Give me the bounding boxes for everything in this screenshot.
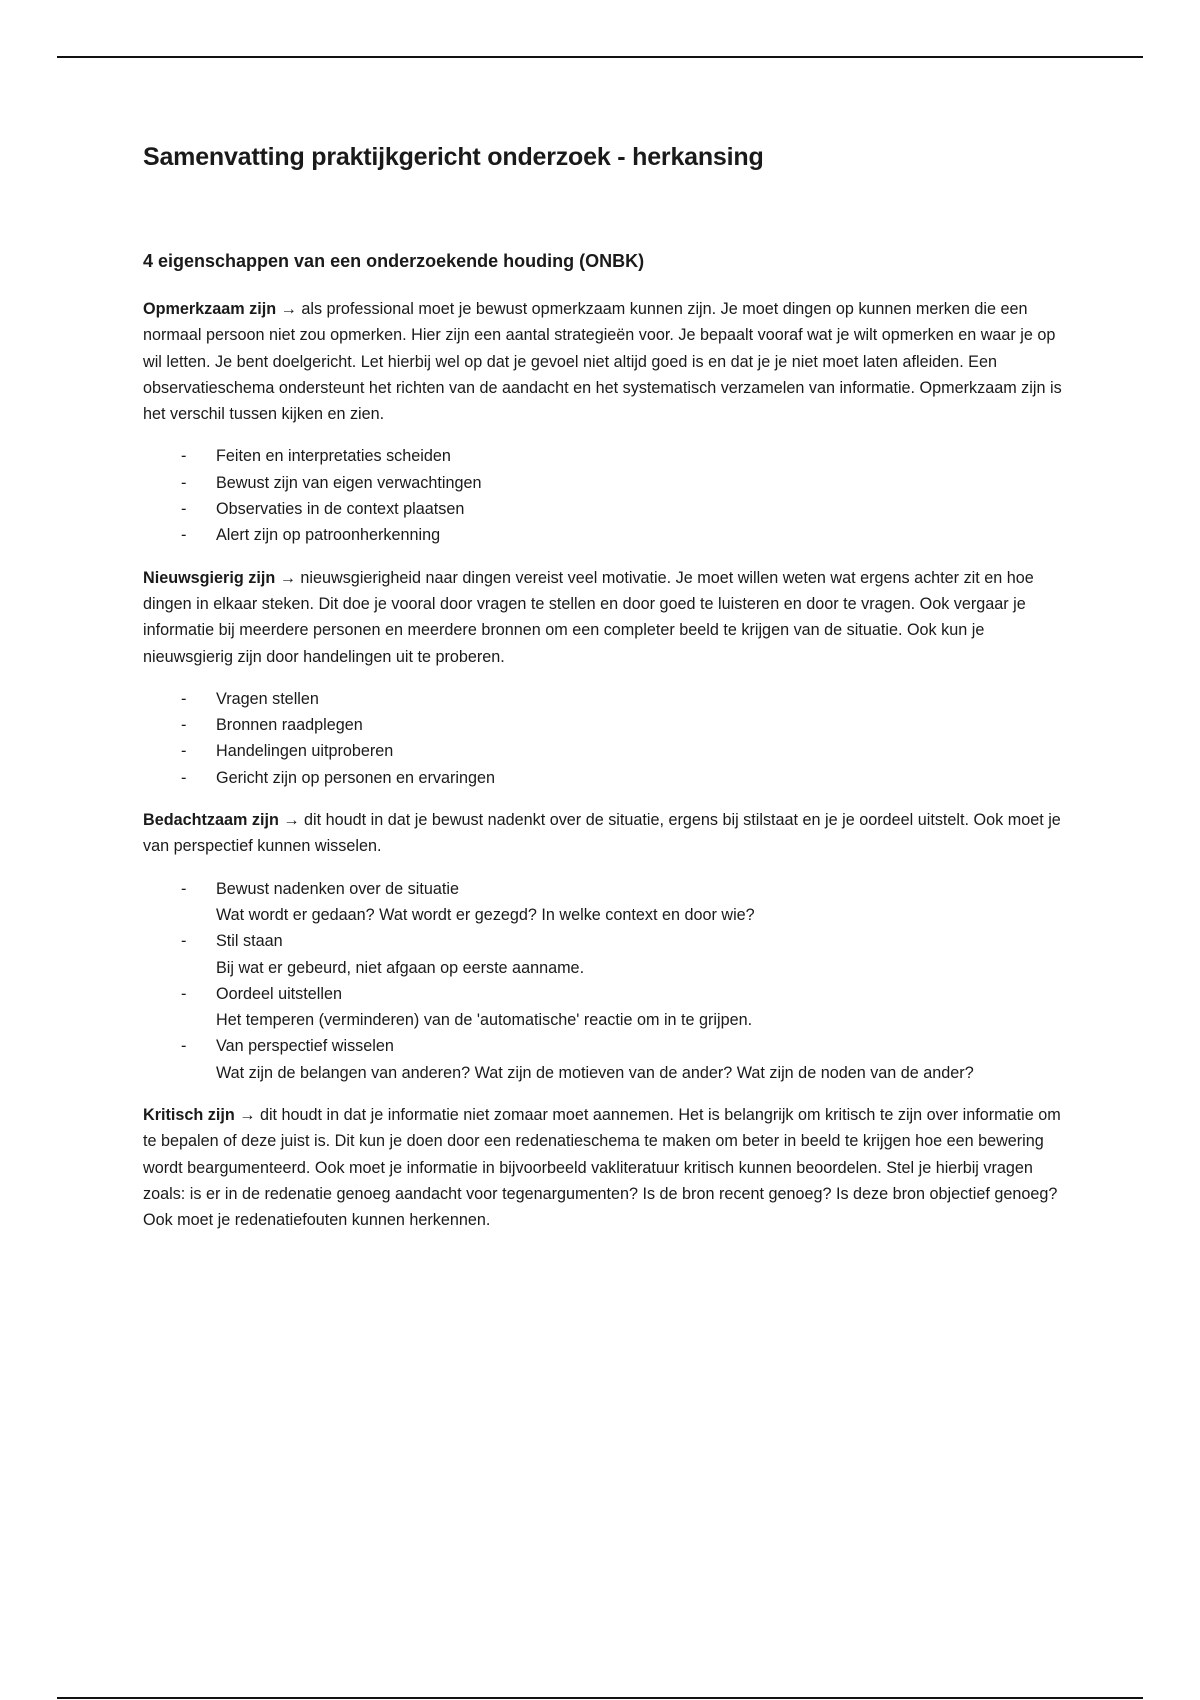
paragraph-opmerkzaam bbox=[143, 296, 1063, 427]
list-item-label: Bronnen raadplegen bbox=[216, 716, 363, 735]
paragraph-text: nieuwsgierigheid naar dingen vereist veel motivatie. Je moet willen weten wat ergens achter zit en hoe dingen in elkaar steken. Dit doe je vooral door vragen te stellen en door goed te luisteren en door te vragen. Ook vergaar je informatie bij meerdere personen en meerdere bronnen om een completer beeld te krijgen van de situatie. Ook kun je nieuwsgierig zijn door handelingen uit te proberen. bbox=[143, 568, 1034, 666]
list-item-label: Handelingen uitproberen bbox=[216, 742, 394, 761]
list-item-detail: Wat zijn de belangen van anderen? Wat zijn de motieven van de ander? Wat zijn de noden van de ander? bbox=[216, 1063, 974, 1082]
list-item-label: Van perspectief wisselen bbox=[216, 1037, 394, 1056]
list-item bbox=[143, 470, 1063, 496]
term-kritisch: Kritisch zijn bbox=[143, 1106, 235, 1125]
header-rule bbox=[57, 56, 1143, 58]
list-item-detail: Bij wat er gebeurd, niet afgaan op eerste aanname. bbox=[216, 958, 585, 977]
list-item-label: Feiten en interpretaties scheiden bbox=[216, 447, 451, 466]
paragraph-text: als professional moet je bewust opmerkzaam kunnen zijn. Je moet dingen op kunnen merken die een normaal persoon niet zou opmerken. Hier zijn een aantal strategieën voor. Je bepaalt vooraf wat je wilt opmerken en waar je op wil letten. Je bent doelgericht. Let hierbij wel op dat je gevoel niet altijd goed is en dat je je niet moet laten afleiden. Een observatieschema ondersteunt het richten van de aandacht en het systematisch verzamelen van informatie. Opmerkzaam zijn is het verschil tussen kijken en zien. bbox=[143, 300, 1062, 424]
list-item-label: Gericht zijn op personen en ervaringen bbox=[216, 768, 495, 787]
list-nieuwsgierig bbox=[143, 686, 1063, 791]
list-item bbox=[143, 686, 1063, 712]
list-item bbox=[143, 496, 1063, 522]
footer-rule bbox=[57, 1697, 1143, 1699]
list-opmerkzaam bbox=[143, 443, 1063, 548]
arrow-icon: → bbox=[276, 300, 302, 318]
list-item bbox=[143, 981, 1063, 1034]
list-item-label: Observaties in de context plaatsen bbox=[216, 500, 465, 519]
arrow-icon: → bbox=[278, 811, 305, 830]
arrow-icon: → bbox=[275, 568, 301, 587]
list-item-label: Bewust zijn van eigen verwachtingen bbox=[216, 473, 482, 492]
list-item bbox=[143, 712, 1063, 738]
list-item bbox=[143, 522, 1063, 548]
term-bedachtzaam: Bedachtzaam zijn bbox=[143, 811, 279, 830]
list-item bbox=[143, 928, 1063, 981]
list-item bbox=[143, 1033, 1063, 1086]
list-item-label: Vragen stellen bbox=[216, 689, 319, 708]
paragraph-nieuwsgierig bbox=[143, 565, 1063, 670]
paragraph-text: dit houdt in dat je bewust nadenkt over de situatie, ergens bij stilstaat en je je oordeel uitstelt. Ook moet je van perspectief kunnen wisselen. bbox=[143, 811, 1061, 856]
list-item bbox=[143, 765, 1063, 791]
list-item-label: Alert zijn op patroonherkenning bbox=[216, 526, 441, 545]
list-item bbox=[143, 738, 1063, 764]
document-title: Samenvatting praktijkgericht onderzoek - herkansing bbox=[143, 143, 764, 171]
list-item bbox=[143, 876, 1063, 929]
section-heading: 4 eigenschappen van een onderzoekende houding (ONBK) bbox=[143, 251, 645, 271]
arrow-icon: → bbox=[234, 1106, 260, 1125]
list-bedachtzaam bbox=[143, 876, 1063, 1086]
list-item-detail: Het temperen (verminderen) van de 'automatische' reactie om in te grijpen. bbox=[216, 1011, 753, 1030]
term-nieuwsgierig: Nieuwsgierig zijn bbox=[143, 568, 276, 587]
term-opmerkzaam: Opmerkzaam zijn bbox=[143, 300, 277, 318]
list-item-label: Bewust nadenken over de situatie bbox=[216, 879, 459, 898]
list-item bbox=[143, 443, 1063, 469]
list-item-detail: Wat wordt er gedaan? Wat wordt er gezegd? In welke context en door wie? bbox=[216, 905, 755, 924]
list-item-label: Oordeel uitstellen bbox=[216, 984, 342, 1003]
paragraph-bedachtzaam bbox=[143, 807, 1063, 860]
list-item-label: Stil staan bbox=[216, 932, 283, 951]
paragraph-text: dit houdt in dat je informatie niet zomaar moet aannemen. Het is belangrijk om kritisch te zijn over informatie om te bepalen of deze juist is. Dit kun je doen door een redenatieschema te maken om beter in beeld te krijgen hoe een bewering wordt beargumenteerd. Ook moet je informatie in bijvoorbeeld vakliteratuur kritisch kunnen beoordelen. Stel je hierbij vragen zoals: is er in de redenatie genoeg aandacht voor tegenargumenten? Is de bron recent genoeg? Is deze bron objectief genoeg? Ook moet je redenatiefouten kunnen herkennen. bbox=[143, 1106, 1061, 1230]
body-text bbox=[143, 296, 1063, 1250]
paragraph-kritisch bbox=[143, 1102, 1063, 1233]
